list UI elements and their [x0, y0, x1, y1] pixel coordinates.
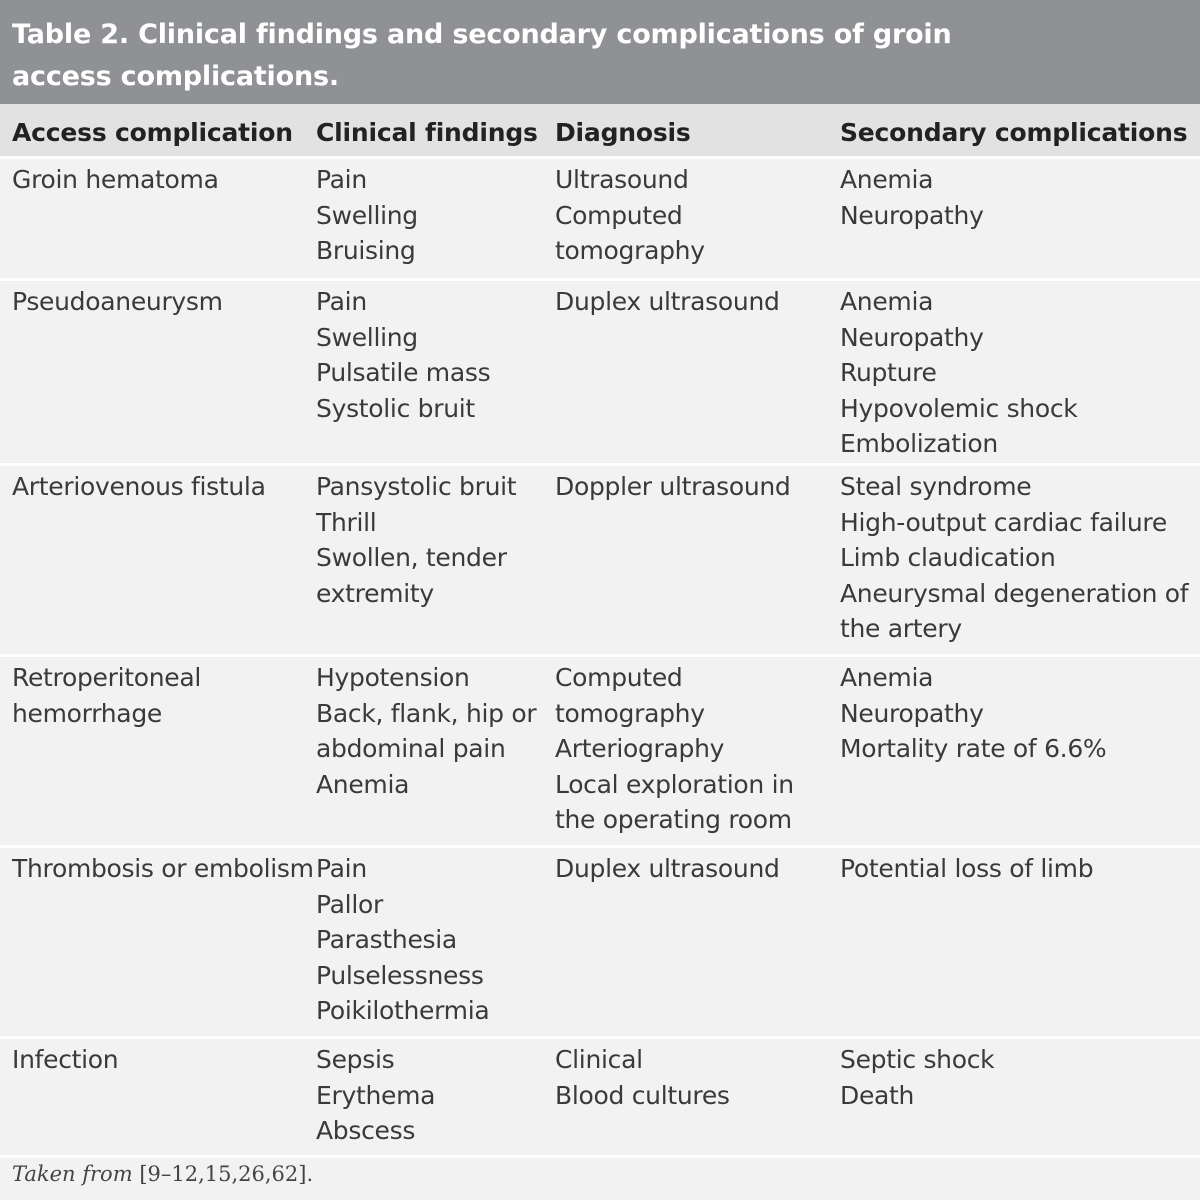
cell-line: Clinical [555, 1045, 643, 1074]
cell-line: Doppler ultrasound [555, 472, 791, 501]
cell-line: Pain [316, 165, 367, 194]
cell-clinical-findings [316, 851, 546, 1029]
cell-line: Rupture [840, 358, 937, 387]
cell-clinical-findings [316, 1042, 546, 1149]
cell-line: Systolic bruit [316, 393, 475, 423]
cell-line: tomography [555, 698, 705, 728]
table-body [0, 159, 1200, 1158]
cell-access-complication [12, 1042, 302, 1078]
cell-line: tomography [555, 236, 705, 265]
cell-line: Parasthesia [316, 925, 457, 954]
cell-line: Mortality rate of 6.6% [840, 734, 1107, 763]
cell-line: Pansystolic bruit [316, 472, 517, 501]
cell-line: Duplex ultrasound [555, 854, 780, 883]
cell-line: Erythema [316, 1080, 436, 1110]
cell-line: Pallor [316, 889, 383, 919]
cell-diagnosis [555, 660, 830, 838]
cell-line: Embolization [840, 429, 998, 458]
cell-line: Bruising [316, 236, 416, 265]
cell-line: the artery [840, 614, 962, 643]
cell-diagnosis [555, 851, 830, 887]
cell-line: Hypotension [316, 663, 470, 692]
cell-line: hemorrhage [12, 698, 162, 728]
cell-line: abdominal pain [316, 734, 506, 763]
cell-line: Abscess [316, 1116, 416, 1145]
cell-line: Pain [316, 287, 367, 316]
cell-secondary-complications [840, 1042, 1190, 1113]
table-row [0, 848, 1200, 1039]
table-title-line: Table 2. Clinical findings and secondary complications of groin [12, 19, 952, 50]
cell-line: Pseudoaneurysm [12, 287, 223, 316]
cell-access-complication [12, 284, 302, 320]
cell-line: Pulsatile mass [316, 358, 491, 387]
cell-diagnosis [555, 284, 830, 320]
footnote-refs: [9–12,15,26,62]. [139, 1162, 314, 1186]
cell-line: Swelling [316, 322, 418, 352]
table-title-line: access complications. [12, 61, 339, 92]
cell-secondary-complications [840, 284, 1190, 462]
cell-line: Potential loss of limb [840, 854, 1094, 883]
header-clinical-findings: Clinical findings [316, 118, 538, 147]
cell-diagnosis [555, 469, 830, 505]
cell-line: Pain [316, 854, 367, 883]
cell-line: Infection [12, 1045, 119, 1074]
cell-line: Neuropathy [840, 698, 984, 728]
table-title [0, 0, 1200, 104]
cell-line: High-output cardiac failure [840, 507, 1167, 537]
table-row [0, 657, 1200, 848]
table-header-row [0, 104, 1200, 159]
cell-line: Anemia [840, 287, 934, 316]
cell-secondary-complications [840, 162, 1190, 233]
cell-clinical-findings [316, 284, 546, 426]
cell-line: Death [840, 1080, 915, 1110]
cell-line: extremity [316, 578, 434, 608]
cell-clinical-findings [316, 162, 546, 269]
cell-line: Local exploration in [555, 769, 794, 799]
cell-diagnosis [555, 1042, 830, 1113]
cell-access-complication [12, 851, 314, 887]
cell-line: Arteriography [555, 734, 725, 763]
cell-access-complication [12, 469, 302, 505]
cell-line: the operating room [555, 805, 792, 834]
header-diagnosis: Diagnosis [555, 118, 691, 147]
cell-line: Duplex ultrasound [555, 287, 780, 316]
cell-line: Anemia [316, 769, 410, 799]
table-row [0, 281, 1200, 466]
cell-line: Groin hematoma [12, 165, 219, 194]
cell-line: Anemia [840, 663, 934, 692]
cell-line: Steal syndrome [840, 472, 1032, 501]
cell-line: Anemia [840, 165, 934, 194]
cell-secondary-complications [840, 469, 1190, 647]
cell-line: Poikilothermia [316, 996, 490, 1025]
cell-line: Neuropathy [840, 322, 984, 352]
cell-line: Computed [555, 200, 683, 230]
cell-access-complication [12, 660, 302, 731]
cell-line: Blood cultures [555, 1080, 730, 1110]
cell-line: Back, flank, hip or [316, 698, 537, 728]
header-secondary-complications: Secondary complications [840, 118, 1188, 147]
cell-line: Computed [555, 663, 683, 692]
cell-line: Arteriovenous fistula [12, 472, 266, 501]
cell-line: Swelling [316, 200, 418, 230]
cell-secondary-complications [840, 660, 1190, 767]
footnote-prefix: Taken from [12, 1162, 133, 1186]
cell-clinical-findings [316, 660, 546, 802]
cell-access-complication [12, 162, 302, 198]
cell-clinical-findings [316, 469, 546, 611]
cell-line: Limb claudication [840, 543, 1056, 572]
cell-line: Aneurysmal degeneration of [840, 578, 1189, 608]
table-row [0, 159, 1200, 281]
cell-line: Sepsis [316, 1045, 395, 1074]
cell-line: Thrombosis or embolism [12, 854, 314, 883]
table-row [0, 1039, 1200, 1158]
table-footnote [12, 1160, 313, 1188]
table-row [0, 466, 1200, 657]
cell-secondary-complications [840, 851, 1190, 887]
cell-line: Neuropathy [840, 200, 984, 230]
cell-line: Swollen, tender [316, 543, 507, 572]
cell-line: Thrill [316, 507, 377, 537]
cell-line: Hypovolemic shock [840, 393, 1078, 423]
cell-line: Retroperitoneal [12, 663, 202, 692]
cell-line: Pulselessness [316, 960, 484, 990]
cell-diagnosis [555, 162, 830, 269]
cell-line: Septic shock [840, 1045, 995, 1074]
header-access-complication: Access complication [12, 118, 293, 147]
cell-line: Ultrasound [555, 165, 689, 194]
